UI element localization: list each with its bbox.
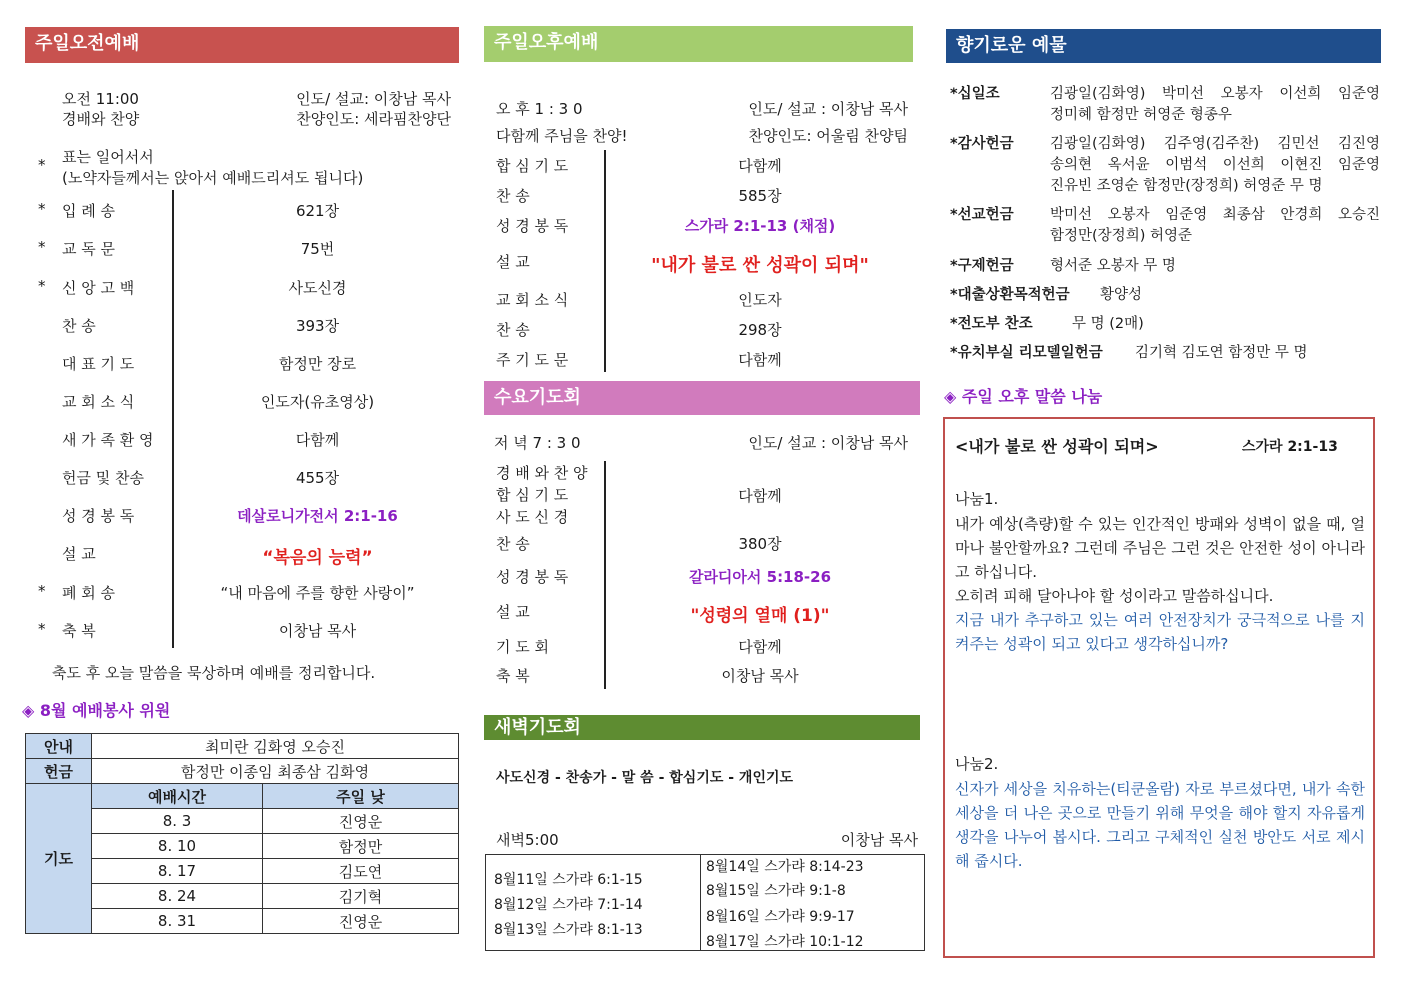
tithe-line-1: 김광일(김화영) 박미선 오봉자 이선희 임준영	[1050, 86, 1380, 102]
stand-note-2: (노약자들께서는 앉아서 예배드리셔도 됩니다)	[62, 169, 364, 187]
dawn-leader: 이창남 목사	[840, 831, 918, 849]
order-label: 성 경 봉 독	[496, 217, 569, 235]
order-label: 찬 송	[62, 317, 96, 335]
order-label: 축 복	[62, 622, 96, 640]
order-value: 621장	[295, 202, 340, 220]
sharing-heading	[944, 384, 1102, 407]
standing-mark: *	[38, 620, 46, 638]
wed-label-creed: 사 도 신 경	[496, 508, 569, 526]
morning-worship-leader: 찬양인도: 세라핌찬양단	[296, 110, 451, 128]
order-value: 다함께	[295, 431, 340, 449]
tithe-line-2: 정미혜 함정만 허영준 형종우	[1050, 107, 1232, 123]
offering-label: 헌금	[26, 759, 92, 784]
order-value: 75번	[300, 240, 335, 258]
duty-date: 8. 10	[92, 834, 263, 859]
dawn-right-1: 8월15일 스가랴 9:1-8	[706, 883, 846, 899]
standing-mark: *	[38, 238, 46, 256]
afternoon-header: 주일오후예배	[484, 26, 913, 62]
dawn-left-0: 8월11일 스가랴 6:1-15	[494, 872, 643, 888]
order-label: 축 복	[496, 667, 530, 685]
wednesday-leader: 인도/ 설교 : 이창남 목사	[748, 434, 908, 452]
order-label: 헌금 및 찬송	[62, 469, 144, 487]
order-label: 합 심 기 도	[496, 157, 569, 175]
evangel-names: 무 명 (2매)	[1072, 316, 1144, 332]
q1-text-a: 내가 예상(측량)할 수 있는 인간적인 방패와 성벽이 없을 때, 얼마나 불안할까요? 그런데 주님은 그런 것은 안전한 성이 아니라고 하십니다.	[955, 515, 1365, 581]
order-label: 대 표 기 도	[62, 355, 135, 373]
order-value: 데살로니가전서 2:1-16	[237, 507, 398, 525]
loan-label: *대출상환목적헌금	[950, 287, 1070, 303]
sermon-title: <내가 불로 싼 성곽이 되며>	[955, 437, 1159, 456]
dawn-header: 새벽기도회	[484, 715, 920, 740]
q1-text-b: 오히려 피해 달아나야 할 성이라고 말씀하십니다.	[955, 587, 1274, 605]
q2-label: 나눔2.	[955, 755, 999, 773]
afternoon-leader: 인도/ 설교 : 이창남 목사	[748, 100, 908, 118]
order-value: 455장	[295, 469, 340, 487]
duty-date: 8. 3	[92, 809, 263, 834]
standing-mark: *	[38, 277, 46, 295]
order-value: 사도신경	[288, 279, 347, 297]
dawn-schedule-divider	[700, 854, 701, 951]
morning-closing: 축도 후 오늘 말씀을 묵상하며 예배를 정리합니다.	[52, 664, 376, 682]
order-label: 찬 송	[496, 535, 530, 553]
standing-mark: *	[38, 200, 46, 218]
morning-worship: 경배와 찬양	[62, 110, 140, 128]
dawn-left-2: 8월13일 스가랴 8:1-13	[494, 922, 643, 938]
thanks-line-3: 진유빈 조영순 함정만(장정희) 허영준 무 명	[1050, 178, 1323, 194]
afternoon-time: 오 후 1 : 3 0	[496, 100, 583, 118]
duty-table	[25, 733, 459, 934]
q2-text: 신자가 세상을 치유하는(티쿤올람) 자로 부르셨다면, 내가 속한 세상을 더 나은 곳으로 만들기 위해 무엇을 해야 할지 자유롭게 생각을 나누어 봅시다. 그리고 구체적인 실천 방안도 서로 제시해 줍시다.	[955, 780, 1365, 870]
stand-note-1: 표는 일어서서	[62, 148, 154, 166]
col-day: 주일 낮	[263, 784, 459, 809]
order-value: 393장	[295, 317, 340, 335]
order-label: 기 도 회	[496, 638, 550, 656]
afternoon-worship-leader: 찬양인도: 어울림 찬양팀	[748, 127, 908, 145]
order-value: 스가라 2:1-13 (채점)	[684, 217, 836, 235]
morning-divider	[172, 190, 174, 648]
order-value: 585장	[738, 187, 782, 205]
order-value: 인도자(유초영상)	[260, 393, 375, 411]
thanks-label: *감사헌금	[950, 136, 1014, 152]
offering-names: 함정만 이종임 최종삼 김화영	[92, 759, 459, 784]
standing-mark: *	[38, 582, 46, 600]
duty-date: 8. 17	[92, 859, 263, 884]
afternoon-worship: 다함께 주님을 찬양!	[496, 127, 628, 145]
q1-text-c: 지금 내가 추구하고 있는 여러 안전장치가 궁극적으로 나를 지켜주는 성곽이 되고 있다고 생각하십니까?	[955, 611, 1365, 653]
sermon-ref: 스가라 2:1-13	[1242, 439, 1338, 455]
mission-line-2: 함정만(장정희) 허영준	[1050, 228, 1192, 244]
order-value: “복음의 능력”	[262, 548, 373, 568]
thanks-line-2: 송의현 옥서윤 이범석 이선희 이현진 임준영	[1050, 157, 1380, 173]
duty-date: 8. 31	[92, 909, 263, 934]
col-time: 예배시간	[92, 784, 263, 809]
morning-time: 오전 11:00	[62, 90, 139, 108]
prayer-label: 기도	[26, 784, 92, 934]
wed-label-worship: 경 배 와 찬 양	[496, 464, 588, 482]
order-label: 교 회 소 식	[496, 291, 569, 309]
afternoon-divider	[604, 150, 606, 372]
order-label: 새 가 족 환 영	[62, 431, 154, 449]
diamond-icon: ◈	[944, 387, 957, 406]
order-value: 298장	[738, 321, 782, 339]
wed-label-prayer: 합 심 기 도	[496, 486, 569, 504]
guide-names: 최미란 김화영 오승진	[92, 734, 459, 759]
order-value: 갈라디아서 5:18-26	[688, 568, 832, 586]
order-value: 다함께	[738, 638, 782, 656]
morning-header: 주일오전예배	[25, 27, 459, 63]
sharing-box	[943, 417, 1375, 958]
wed-prayer-value: 다함께	[738, 487, 782, 505]
order-label: 교 회 소 식	[62, 393, 135, 411]
order-value: 이창남 목사	[278, 622, 357, 640]
stand-mark: *	[38, 156, 46, 174]
sharing-title: 주일 오후 말씀 나눔	[961, 387, 1103, 406]
nursery-names: 김기혁 김도연 함정만 무 명	[1135, 345, 1308, 361]
order-value: "내가 불로 싼 성곽이 되며"	[651, 255, 869, 276]
order-label: 설 교	[62, 545, 96, 563]
dawn-left-1: 8월12일 스가랴 7:1-14	[494, 897, 643, 913]
order-value: “내 마음에 주를 향한 사랑이”	[220, 584, 415, 602]
dawn-right-0: 8월14일 스가랴 8:14-23	[706, 859, 864, 875]
order-label: 설 교	[496, 603, 530, 621]
evangel-label: *전도부 찬조	[950, 316, 1033, 332]
thanks-line-1: 김광일(김화영) 김주영(김주찬) 김민선 김진영	[1050, 136, 1380, 152]
order-label: 성 경 봉 독	[62, 507, 135, 525]
mission-line-1: 박미선 오봉자 임준영 최종삼 안경희 오승진	[1050, 207, 1380, 223]
duty-name: 함정만	[263, 834, 459, 859]
order-value: 다함께	[738, 351, 782, 369]
wednesday-time: 저 녁 7 : 3 0	[494, 434, 581, 452]
dawn-right-2: 8월16일 스가랴 9:9-17	[706, 909, 855, 925]
order-label: 폐 회 송	[62, 584, 116, 602]
order-value: 함정만 장로	[278, 355, 357, 373]
duty-date: 8. 24	[92, 884, 263, 909]
relief-label: *구제헌금	[950, 258, 1014, 274]
order-label: 찬 송	[496, 187, 530, 205]
morning-leader: 인도/ 설교: 이창남 목사	[296, 90, 451, 108]
guide-label: 안내	[26, 734, 92, 759]
relief-names: 형서준 오봉자 무 명	[1050, 258, 1176, 274]
offerings-header: 향기로운 예물	[946, 29, 1381, 63]
order-value: 380장	[738, 535, 782, 553]
duty-name: 진영운	[263, 809, 459, 834]
duty-heading	[22, 698, 170, 721]
nursery-label: *유치부실 리모델일헌금	[950, 345, 1103, 361]
loan-names: 황양성	[1100, 287, 1143, 303]
duty-name: 김기혁	[263, 884, 459, 909]
dawn-right-3: 8월17일 스가랴 10:1-12	[706, 934, 864, 950]
order-label: 신 앙 고 백	[62, 279, 135, 297]
order-label: 설 교	[496, 253, 530, 271]
order-label: 찬 송	[496, 321, 530, 339]
order-label: 성 경 봉 독	[496, 568, 569, 586]
order-value: "성령의 열매 (1)"	[690, 606, 830, 626]
q1-label: 나눔1.	[955, 490, 999, 508]
mission-label: *선교헌금	[950, 207, 1014, 223]
duty-name: 진영운	[263, 909, 459, 934]
dawn-time: 새벽5:00	[496, 831, 559, 849]
order-label: 교 독 문	[62, 240, 116, 258]
wednesday-divider	[604, 461, 606, 689]
order-value: 다함께	[738, 157, 782, 175]
order-label: 주 기 도 문	[496, 351, 569, 369]
duty-name: 김도연	[263, 859, 459, 884]
order-label: 입 례 송	[62, 202, 116, 220]
tithe-label: *십일조	[950, 86, 1000, 102]
order-value: 인도자	[738, 291, 782, 309]
dawn-order: 사도신경 - 찬송가 - 말 씀 - 합심기도 - 개인기도	[496, 770, 794, 786]
duty-title: 8월 예배봉사 위원	[39, 701, 171, 720]
wednesday-header: 수요기도회	[484, 381, 920, 415]
diamond-icon: ◈	[22, 701, 35, 720]
order-value: 이창남 목사	[721, 667, 799, 685]
